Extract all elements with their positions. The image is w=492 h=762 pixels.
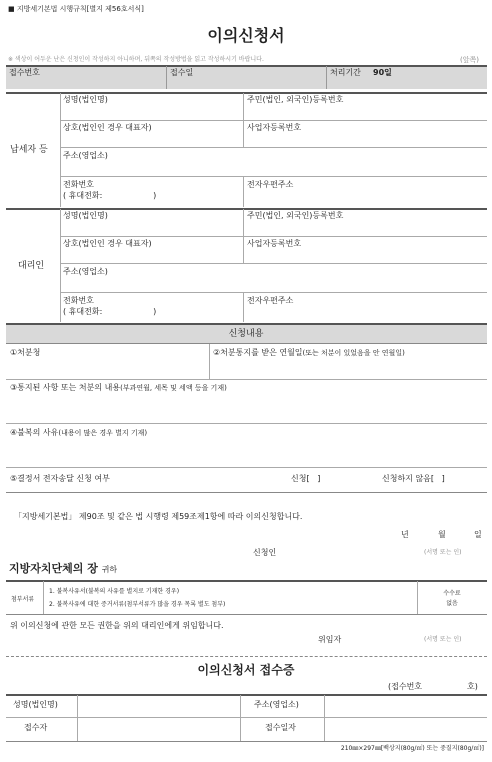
recipient-name: 지방자치단체의 장	[9, 562, 98, 575]
year-label: 년	[401, 530, 409, 539]
divider	[6, 614, 487, 615]
divider	[60, 120, 487, 121]
receipt-number-open: (접수번호	[388, 682, 423, 691]
agent-email-field[interactable]: 전자우편주소	[247, 296, 294, 305]
fee-label: 수수료	[443, 590, 461, 597]
taxpayer-id-field[interactable]: 주민(법인, 외국인)등록번호	[247, 95, 344, 104]
divider	[60, 292, 487, 293]
electronic-delivery-label: ⑤결정서 전자송달 신청 여부	[10, 474, 110, 483]
divider	[43, 581, 44, 614]
notice-date-label: ②처분통지를 받은 연월일	[213, 348, 303, 357]
receipt-certificate-title: 이의신청서 접수증	[197, 663, 295, 677]
taxpayer-email-field[interactable]: 전자우편주소	[247, 180, 294, 189]
bottom-rule	[6, 741, 487, 742]
month-label: 월	[438, 530, 446, 539]
divider	[60, 263, 487, 264]
disposition-agency-field[interactable]: ①처분청	[10, 348, 41, 357]
processing-period-value: 90일	[373, 68, 392, 77]
notice-date-note: (또는 처분이 있었음을 안 연월일)	[302, 349, 405, 357]
day-label: 일	[474, 530, 482, 539]
delegator-signature-field[interactable]: (서명 또는 인)	[424, 636, 462, 643]
agent-phone-field[interactable]: 전화번호	[63, 296, 94, 305]
agent-mobile-field[interactable]: ( 휴대전화: )	[63, 307, 157, 316]
taxpayer-name-field[interactable]: 성명(법인명)	[63, 95, 108, 104]
receipt-number-label: 접수번호	[9, 68, 40, 77]
divider	[6, 492, 487, 493]
agent-name-field[interactable]: 성명(법인명)	[63, 211, 108, 220]
section-rule	[6, 208, 487, 210]
divider	[60, 93, 61, 207]
taxpayer-section-label: 납세자 등	[10, 145, 48, 155]
divider	[60, 236, 487, 237]
receipt-info-row	[6, 65, 487, 89]
divider	[60, 209, 61, 322]
electronic-delivery-no-checkbox[interactable]: 신청하지 않음[ ]	[382, 474, 445, 483]
top-rule	[6, 65, 487, 67]
divider	[6, 717, 487, 718]
recipient-title	[9, 563, 117, 574]
divider	[417, 581, 418, 614]
divider	[243, 176, 244, 207]
attachment-item-1: 1. 불복사유서(불복의 사유를 별지로 기재한 경우)	[49, 588, 180, 595]
objection-reason-note: (내용이 많은 경우 별지 기재)	[58, 429, 148, 437]
section-rule	[6, 580, 487, 582]
receipt-date-field-label: 접수일자	[265, 723, 296, 732]
divider	[77, 695, 78, 741]
section-rule	[6, 694, 487, 696]
taxpayer-business-number-field[interactable]: 사업자등록번호	[247, 123, 302, 132]
form-reference: ■ 지방세기본법 시행규칙[별지 제56호서식]	[8, 5, 144, 13]
divider	[243, 292, 244, 322]
divider	[166, 66, 167, 89]
receipt-name-label: 성명(법인명)	[13, 700, 58, 709]
fee-value: 없음	[446, 600, 458, 607]
notice-text: ※ 색상이 어두운 난은 신청인이 작성하지 아니하며, 뒤쪽의 작성방법을 읽고 작성하시기 바랍니다.	[8, 56, 264, 63]
disposition-content-field[interactable]	[10, 384, 227, 392]
applicant-label: 신청인	[253, 548, 277, 557]
section-rule	[6, 92, 487, 94]
divider	[60, 176, 487, 177]
receiver-label: 접수자	[24, 723, 48, 732]
electronic-delivery-yes-checkbox[interactable]: 신청[ ]	[291, 474, 321, 483]
notice-date-field[interactable]	[213, 349, 405, 357]
divider	[240, 695, 241, 741]
receipt-number-close: 호)	[467, 682, 478, 691]
attachment-item-2: 2. 불복사유에 대한 증거서류(첨부서류가 많을 경우 목록 별도 첨부)	[49, 601, 226, 608]
objection-reason-field[interactable]	[10, 429, 147, 437]
taxpayer-address-field[interactable]: 주소(영업소)	[63, 151, 108, 160]
page-title: 이의신청서	[207, 26, 285, 45]
taxpayer-phone-field[interactable]: 전화번호	[63, 180, 94, 189]
paper-spec: 210㎜×297㎜[백상지(80g/㎡) 또는 중질지(80g/㎡)]	[340, 745, 484, 752]
divider	[6, 467, 487, 468]
page-side-label: (앞쪽)	[460, 56, 479, 64]
recipient-suffix: 귀하	[101, 565, 118, 574]
declaration-statement: 「지방세기본법」 제90조 및 같은 법 시행령 제59조제1항에 따라 이의신청합니다.	[14, 512, 303, 521]
content-heading: 신청내용	[228, 329, 264, 339]
divider	[209, 344, 210, 379]
delegator-label: 위임자	[318, 635, 342, 644]
agent-trade-name-field[interactable]: 상호(법인인 경우 대표자)	[63, 239, 152, 248]
processing-period-label: 처리기간	[330, 68, 361, 77]
applicant-signature-field[interactable]: (서명 또는 인)	[424, 549, 462, 556]
objection-reason-label: ④불복의 사유	[10, 428, 59, 437]
cut-line	[6, 656, 487, 657]
divider	[6, 379, 487, 380]
delegation-statement: 위 이의신청에 관한 모든 권한을 위의 대리인에게 위임합니다.	[10, 621, 224, 630]
agent-address-field[interactable]: 주소(영업소)	[63, 267, 108, 276]
taxpayer-mobile-field[interactable]: ( 휴대전화: )	[63, 191, 157, 200]
receipt-address-label: 주소(영업소)	[254, 700, 299, 709]
receipt-date-label: 접수일	[170, 68, 194, 77]
taxpayer-trade-name-field[interactable]: 상호(법인인 경우 대표자)	[63, 123, 152, 132]
disposition-content-note: (부과연월, 세목 및 세액 등을 기재)	[120, 384, 227, 392]
divider	[60, 147, 487, 148]
disposition-content-label: ③통지된 사항 또는 처분의 내용	[10, 383, 121, 392]
divider	[324, 695, 325, 741]
agent-section-label: 대리인	[18, 261, 45, 271]
agent-business-number-field[interactable]: 사업자등록번호	[247, 239, 302, 248]
divider	[6, 343, 487, 344]
attachments-label: 첨부서류	[11, 596, 35, 603]
divider	[6, 423, 487, 424]
divider	[326, 66, 327, 89]
agent-id-field[interactable]: 주민(법인, 외국인)등록번호	[247, 211, 344, 220]
